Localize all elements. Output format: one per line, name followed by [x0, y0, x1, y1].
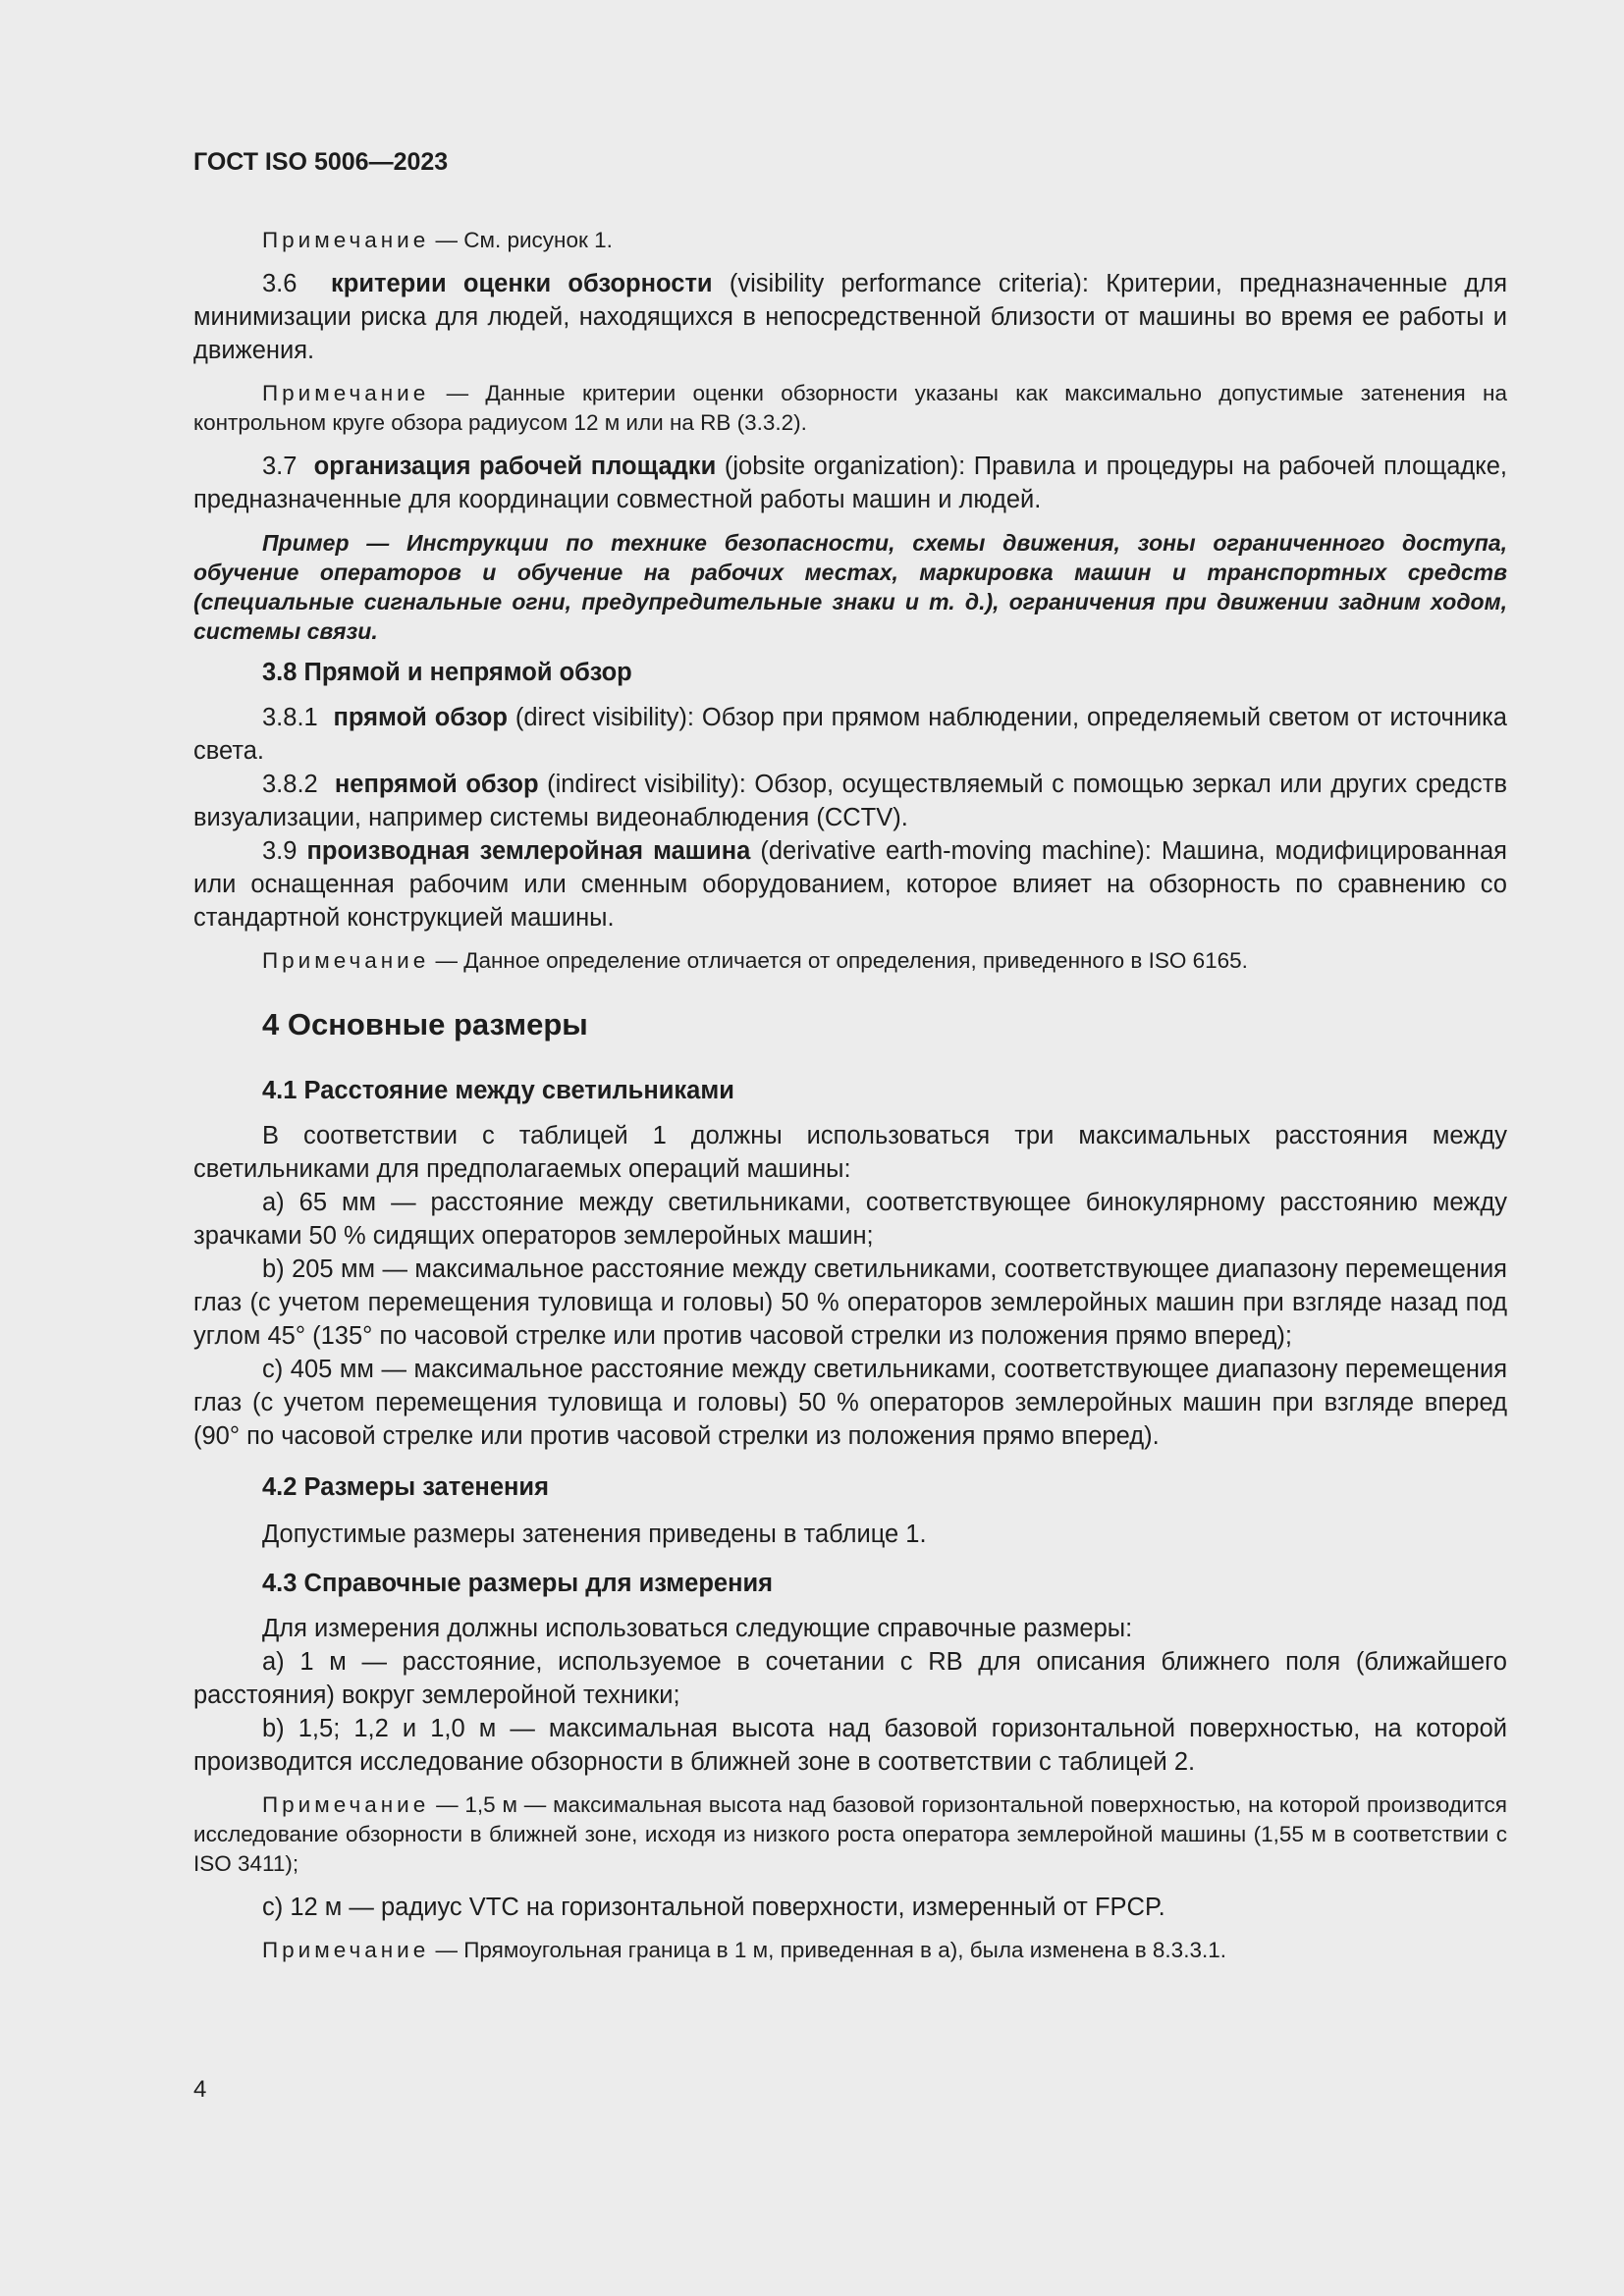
note-label: Примечание	[262, 1792, 430, 1817]
definition-3-6	[193, 267, 1507, 367]
example: Пример — Инструкции по технике безопасности, схемы движения, зоны ограниченного доступа, обучение операторов и обучение на рабочих местах, маркировка машин и транспортных средств (специальные сигнальные огни, предупредительные знаки и т. д.), ограничения при движении задним ходом, системы связи.	[193, 530, 1507, 644]
note	[193, 1936, 1507, 1965]
note	[193, 1790, 1507, 1879]
paragraph: В соответствии с таблицей 1 должны использоваться три максимальных расстояния между светильниками для предполагаемых операций машины:	[193, 1122, 1507, 1183]
definition-3-7	[193, 450, 1507, 516]
note-label: Примечание	[262, 1938, 430, 1962]
subsection-heading-4-1: 4.1 Расстояние между светильниками	[262, 1077, 734, 1104]
definition-text: (direct visibility): Обзор при прямом наблюдении, определяемый светом от источника света.	[193, 704, 1507, 765]
note-label: Примечание	[262, 381, 430, 405]
definition-3-8-2	[193, 768, 1507, 834]
note-label: Примечание	[262, 228, 430, 252]
definition-text: (indirect visibility): Обзор, осуществляемый с помощью зеркал или других средств визуализации, например системы видеонаблюдения (CCTV).	[193, 771, 1508, 831]
note	[193, 946, 1507, 976]
list-item: c) 12 м — радиус VTC на горизонтальной поверхности, измеренный от FPCP.	[262, 1894, 1165, 1921]
paragraph: Допустимые размеры затенения приведены в таблице 1.	[262, 1521, 927, 1548]
paragraph: Для измерения должны использоваться следующие справочные размеры:	[262, 1615, 1133, 1642]
subsection-heading-3-8: 3.8 Прямой и непрямой обзор	[262, 659, 632, 686]
term: организация рабочей площадки	[313, 453, 717, 480]
note	[193, 379, 1507, 438]
list-item: a) 1 м — расстояние, используемое в сочетании с RB для описания ближнего поля (ближайшего расстояния) вокруг землеройной техники;	[193, 1648, 1507, 1709]
list-item: b) 1,5; 1,2 и 1,0 м — максимальная высота над базовой горизонтальной поверхностью, на которой производится исследование обзорности в ближней зоне в соответствии с таблицей 2.	[193, 1715, 1507, 1776]
definition-3-8-1	[193, 701, 1507, 768]
note-text: — Прямоугольная граница в 1 м, приведенная в а), была изменена в 8.3.3.1.	[435, 1938, 1226, 1962]
note-text: — См. рисунок 1.	[435, 228, 613, 252]
page-number: 4	[193, 2076, 207, 2103]
list-item: a) 65 мм — расстояние между светильниками, соответствующее бинокулярному расстоянию между зрачками 50 % сидящих операторов землеройных машин;	[193, 1189, 1507, 1250]
note-label: Примечание	[262, 948, 430, 973]
definition-text: (derivative earth-moving machine): Машина, модифицированная или оснащенная рабочим или сменным оборудованием, которое влияет на обзорность по сравнению со стандартной конструкцией машины.	[193, 837, 1507, 932]
term: прямой обзор	[333, 704, 508, 731]
list-item: c) 405 мм — максимальное расстояние между светильниками, соответствующее диапазону перемещения глаз (с учетом перемещения туловища и головы) 50 % операторов землеройных машин при взгляде вперед (90° по часовой стрелке или против часовой стрелки из положения прямо вперед).	[193, 1356, 1507, 1450]
definition-3-9	[193, 834, 1507, 934]
term: непрямой обзор	[334, 771, 539, 798]
clause-number: 3.8.1	[262, 704, 318, 731]
section-heading-4: 4 Основные размеры	[262, 1007, 588, 1041]
definition-text: (visibility performance criteria): Критерии, предназначенные для минимизации риска для людей, находящихся в непосредственной близости от машины во время ее работы и движения.	[193, 270, 1508, 364]
document-header: ГОСТ ISO 5006—2023	[193, 148, 449, 176]
clause-number: 3.8.2	[262, 771, 318, 798]
note-text: — Данные критерии оценки обзорности указаны как максимально допустимые затенения на контрольном круге обзора радиусом 12 м или на RB (3.3.2).	[193, 381, 1507, 435]
clause-number: 3.7	[262, 453, 298, 480]
definition-text: (jobsite organization): Правила и процедуры на рабочей площадке, предназначенные для координации совместной работы машин и людей.	[193, 453, 1508, 513]
note	[193, 226, 1507, 255]
clause-number: 3.9	[262, 837, 298, 865]
term: производная землеройная машина	[306, 837, 751, 865]
subsection-heading-4-2: 4.2 Размеры затенения	[262, 1473, 549, 1501]
subsection-heading-4-3: 4.3 Справочные размеры для измерения	[262, 1570, 774, 1597]
document-body	[193, 226, 1507, 1965]
note-text: — Данное определение отличается от определения, приведенного в ISO 6165.	[435, 948, 1248, 973]
term: критерии оценки обзорности	[331, 270, 713, 297]
clause-number: 3.6	[262, 270, 298, 297]
note-text: — 1,5 м — максимальная высота над базовой горизонтальной поверхностью, на которой производится исследование обзорности в ближней зоне, исходя из низкого роста оператора землеройной машины (1,55 м в соответствии с ISO 3411);	[193, 1792, 1507, 1876]
list-item: b) 205 мм — максимальное расстояние между светильниками, соответствующее диапазону перемещения глаз (с учетом перемещения туловища и головы) 50 % операторов землеройных машин при взгляде назад под углом 45° (135° по часовой стрелке или против часовой стрелки из положения прямо вперед);	[193, 1255, 1507, 1350]
